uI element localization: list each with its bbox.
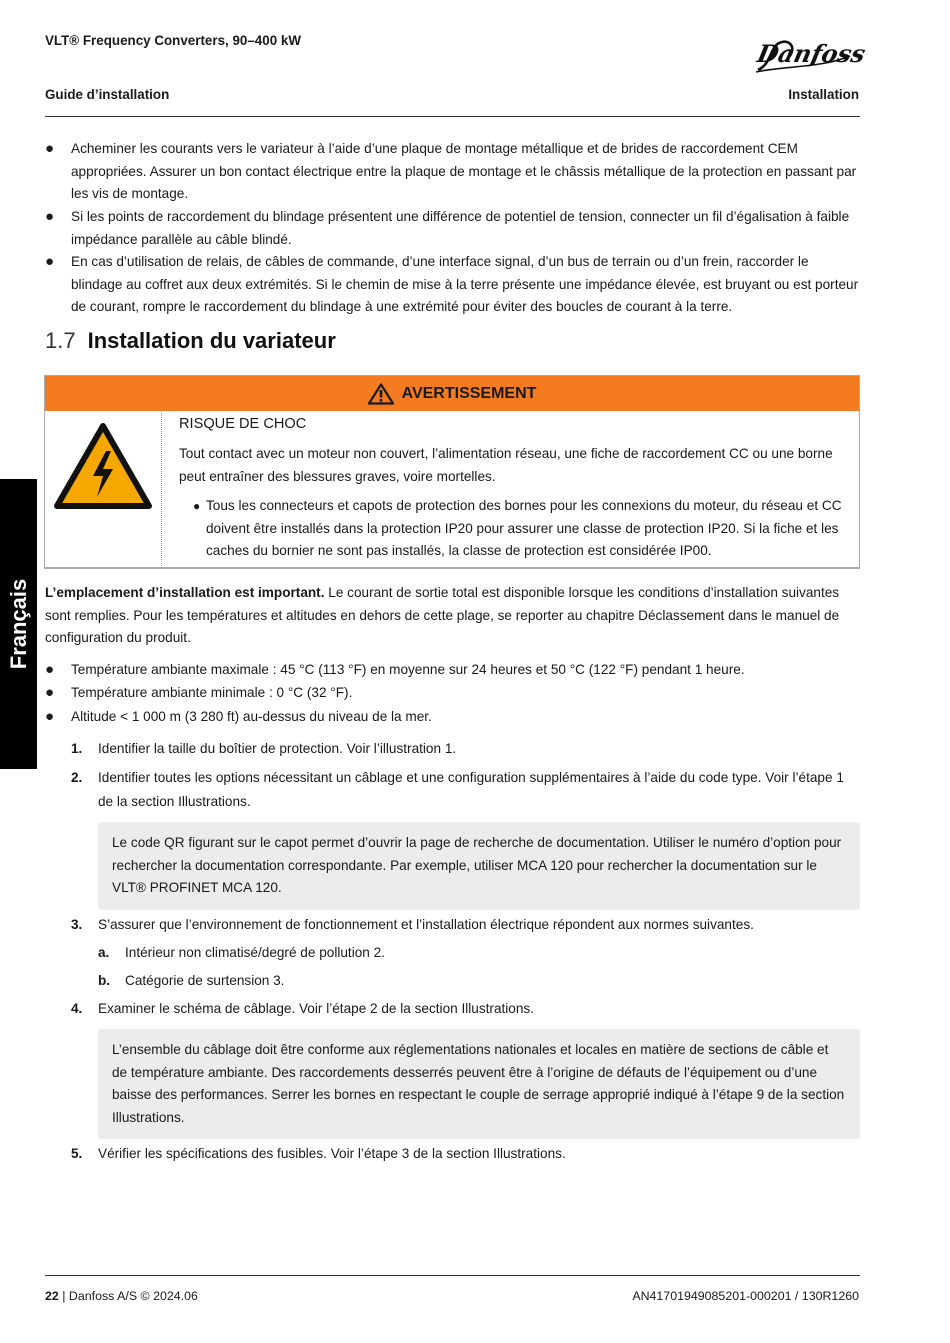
list-item [45, 682, 860, 705]
note-text: L’ensemble du câblage doit être conforme aux réglementations nationales et locales en matière de sections de câble et de température ambiante. Des raccordements desserrés peuvent être à l’origine de défauts de l’équipement ou d’une baisse des performances. Serrer les bornes en respectant le couple de serrage approprié indiqué à l’étape 9 de la section Illustrations. [112, 1042, 845, 1125]
bullet-icon: ● [45, 208, 55, 225]
substep-text: Intérieur non climatisé/degré de pollution 2. [125, 945, 385, 960]
section-title: Installation du variateur [87, 328, 336, 353]
language-side-tab [0, 479, 37, 769]
list-item [45, 138, 860, 206]
section-heading [45, 328, 336, 354]
list-item-text: Altitude < 1 000 m (3 280 ft) au-dessus du niveau de la mer. [71, 709, 432, 724]
warning-bullet [193, 495, 843, 563]
substep-letter: b. [98, 973, 111, 988]
header-product-title: VLT® Frequency Converters, 90–400 kW [45, 33, 301, 48]
warning-text: Tout contact avec un moteur non couvert, l’alimentation réseau, une fiche de raccordement CC ou une borne peut entraîner des blessures graves, voire mortelles. [179, 446, 833, 484]
substep-item [98, 941, 858, 965]
list-item [45, 706, 860, 729]
footer-doc-code: AN41701949085201-000201 / 130R1260 [632, 1289, 859, 1303]
warning-triangle-icon [368, 383, 394, 405]
list-item-text: En cas d’utilisation de relais, de câbles de commande, d’une interface signal, d’un bus de terrain ou d’un frein, raccorder le blindage au coffret aux deux extrémités. Si le chemin de mise à la terre présente une impédance élevée, est bruyant ou est porteur de courant, rompre le raccordement du blindage à une extrémité pour éviter des boucles de courant à la terre. [71, 254, 859, 314]
bullet-icon: ● [45, 708, 55, 725]
note-box [98, 1029, 860, 1139]
svg-text:Danfoss: Danfoss [754, 39, 868, 68]
page-number: 22 [45, 1289, 59, 1303]
warning-title: AVERTISSEMENT [401, 384, 537, 402]
step-item [71, 997, 860, 1021]
list-item-text: Si les points de raccordement du blindage présentent une différence de potentiel de tension, connecter un fil d’égalisation à faible impédance parallèle au câble blindé. [71, 209, 850, 247]
list-item-text: Température ambiante maximale : 45 °C (113 °F) en moyenne sur 24 heures et 50 °C (122 °F) pendant 1 heure. [71, 662, 745, 677]
footer-company: | Danfoss A/S © 2024.06 [58, 1289, 198, 1303]
substep-letter: a. [98, 945, 110, 960]
step-item [71, 766, 860, 814]
bullet-icon: ● [193, 499, 201, 513]
header-guide-label: Guide d’installation [45, 87, 170, 102]
warning-icon-column [45, 411, 162, 568]
list-item-text: Température ambiante minimale : 0 °C (32 °F). [71, 685, 353, 700]
header-divider [45, 116, 860, 117]
substep-item [98, 969, 858, 993]
step-text: S’assurer que l’environnement de fonctionnement et l’installation électrique répondent aux normes suivantes. [98, 917, 754, 932]
step-number: 1. [71, 741, 83, 756]
section-number: 1.7 [45, 328, 76, 353]
bullet-icon: ● [45, 140, 55, 157]
step-item [71, 1142, 860, 1166]
warning-subtitle: RISQUE DE CHOC [179, 416, 307, 432]
step-text: Identifier la taille du boîtier de protection. Voir l’illustration 1. [98, 741, 457, 756]
electric-shock-icon [53, 421, 153, 511]
bullet-icon: ● [45, 253, 55, 270]
paragraph-lead: L’emplacement d’installation est important. [45, 585, 325, 600]
step-text: Identifier toutes les options nécessitant un câblage et une configuration supplémentaires à l’aide du code type. Voir l’étape 1 de la section Illustrations. [98, 770, 844, 809]
footer-left [45, 1289, 198, 1303]
list-item-text: Acheminer les courants vers le variateur à l’aide d’une plaque de montage métallique et de brides de raccordement CEM appropriées. Assurer un bon contact électrique entre la plaque de montage et le châssis métallique de la protection en passant par les vis de montage. [71, 141, 857, 201]
bullet-icon: ● [45, 684, 55, 701]
step-number: 3. [71, 917, 83, 932]
footer-divider [45, 1275, 860, 1276]
step-number: 4. [71, 1001, 83, 1016]
danfoss-logo [752, 34, 868, 76]
step-text: Examiner le schéma de câblage. Voir l’étape 2 de la section Illustrations. [98, 1001, 534, 1016]
substep-text: Catégorie de surtension 3. [125, 973, 285, 988]
warning-header-bar [45, 376, 859, 411]
list-item [45, 659, 860, 682]
warning-box [44, 375, 860, 569]
language-label: Français [5, 578, 31, 670]
step-item [71, 737, 860, 761]
warning-bullet-text: Tous les connecteurs et capots de protection des bornes pour les connexions du moteur, du réseau et CC doivent être installés dans la protection IP20 pour assurer une classe de protection IP20. Si la fiche et les caches du bornier ne sont pas installés, la classe de protection est considérée IP00. [206, 498, 842, 558]
note-text: Le code QR figurant sur le capot permet d’ouvrir la page de recherche de documentation. Utiliser le numéro d’option pour rechercher la documentation correspondante. Par exemple, utiliser MCA 120 pour rechercher la documentation sur le VLT® PROFINET MCA 120. [112, 835, 842, 895]
step-number: 2. [71, 770, 83, 785]
bullet-icon: ● [45, 661, 55, 678]
installation-location-paragraph [45, 582, 845, 650]
note-box [98, 822, 860, 910]
step-number: 5. [71, 1146, 83, 1161]
paragraph-text: Le courant de sortie total est disponible lorsque les conditions d’installation suivantes sont remplies. Pour les températures et altitudes en dehors de cette plage, se reporter au chapitre Déclassement dans le manuel de configuration du produit. [45, 585, 840, 645]
step-text: Vérifier les spécifications des fusibles. Voir l’étape 3 de la section Illustrations. [98, 1146, 566, 1161]
header-section-label: Installation [788, 87, 859, 102]
step-item [71, 913, 860, 937]
list-item [45, 206, 860, 251]
list-item [45, 251, 860, 319]
